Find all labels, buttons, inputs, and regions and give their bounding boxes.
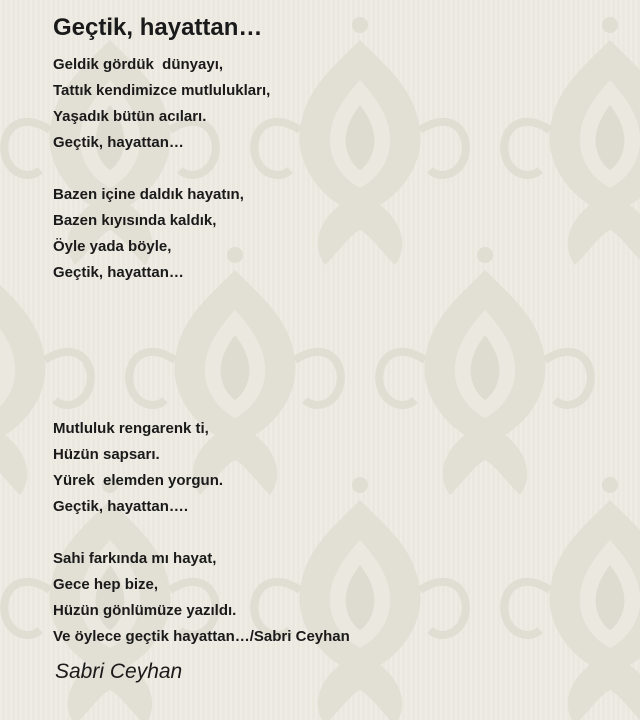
poem-title: Geçtik, hayattan…: [53, 14, 263, 41]
poem-line: Yürek elemden yorgun.: [53, 472, 224, 489]
poem-line: Geçtik, hayattan….: [53, 498, 189, 515]
stanza-1: [53, 52, 350, 156]
poem-line: Mutluluk rengarenk ti,: [53, 420, 209, 437]
poem-line: Gece hep bize,: [53, 576, 159, 593]
stanza-gap: [53, 312, 350, 416]
poem-line: Hüzün sapsarı.: [53, 446, 160, 463]
stanza-3: [53, 416, 350, 520]
poem-body: [53, 52, 350, 676]
poem-line: Geçtik, hayattan…: [53, 264, 184, 281]
poem-line: Tattık kendimizce mutlulukları,: [53, 82, 271, 99]
poem-line: Hüzün gönlümüze yazıldı.: [53, 602, 237, 619]
poem-line: Öyle yada böyle,: [53, 238, 172, 255]
poem-line: Geçtik, hayattan…: [53, 134, 184, 151]
poem-line: Yaşadık bütün acıları.: [53, 108, 207, 125]
stanza-4: [53, 546, 350, 650]
poem-line: Geldik gördük dünyayı,: [53, 56, 224, 73]
poem-line: Bazen içine daldık hayatın,: [53, 186, 244, 203]
poem-line: Bazen kıyısında kaldık,: [53, 212, 217, 229]
poem-line: Ve öylece geçtik hayattan…/Sabri Ceyhan: [53, 628, 350, 645]
poem-author: Sabri Ceyhan: [55, 660, 183, 683]
poem-line: Sahi farkında mı hayat,: [53, 550, 217, 567]
stanza-2: [53, 182, 350, 286]
